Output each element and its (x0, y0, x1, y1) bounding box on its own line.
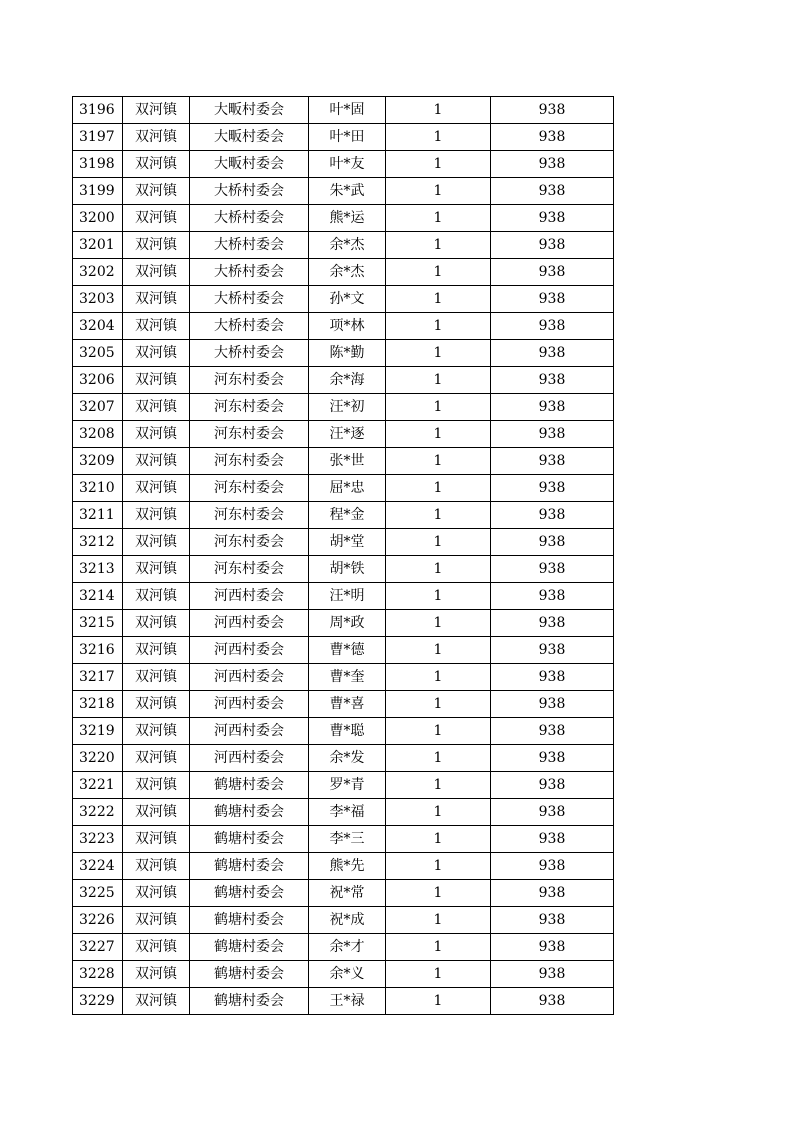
cell-amount: 938 (491, 97, 614, 124)
cell-town: 双河镇 (123, 97, 190, 124)
cell-count: 1 (386, 529, 491, 556)
cell-village: 大桥村委会 (190, 286, 309, 313)
cell-amount: 938 (491, 610, 614, 637)
cell-amount: 938 (491, 718, 614, 745)
cell-amount: 938 (491, 961, 614, 988)
table-row (73, 178, 614, 205)
cell-count: 1 (386, 745, 491, 772)
cell-serial-number: 3202 (73, 259, 123, 286)
cell-amount: 938 (491, 259, 614, 286)
cell-village: 大桥村委会 (190, 232, 309, 259)
table-row (73, 97, 614, 124)
cell-town: 双河镇 (123, 880, 190, 907)
cell-serial-number: 3225 (73, 880, 123, 907)
cell-person-name: 余*发 (309, 745, 386, 772)
table-row (73, 529, 614, 556)
cell-person-name: 祝*成 (309, 907, 386, 934)
table-row (73, 961, 614, 988)
cell-serial-number: 3222 (73, 799, 123, 826)
cell-amount: 938 (491, 448, 614, 475)
cell-serial-number: 3209 (73, 448, 123, 475)
table-row (73, 556, 614, 583)
cell-town: 双河镇 (123, 907, 190, 934)
cell-village: 大畈村委会 (190, 97, 309, 124)
cell-person-name: 熊*运 (309, 205, 386, 232)
table-row (73, 853, 614, 880)
cell-village: 河西村委会 (190, 691, 309, 718)
cell-amount: 938 (491, 880, 614, 907)
table-row (73, 340, 614, 367)
cell-count: 1 (386, 637, 491, 664)
cell-town: 双河镇 (123, 232, 190, 259)
cell-serial-number: 3213 (73, 556, 123, 583)
table-row (73, 664, 614, 691)
cell-count: 1 (386, 664, 491, 691)
cell-person-name: 汪*明 (309, 583, 386, 610)
cell-person-name: 祝*常 (309, 880, 386, 907)
table-row (73, 637, 614, 664)
cell-amount: 938 (491, 583, 614, 610)
cell-count: 1 (386, 610, 491, 637)
cell-town: 双河镇 (123, 934, 190, 961)
cell-village: 河东村委会 (190, 448, 309, 475)
cell-town: 双河镇 (123, 259, 190, 286)
cell-village: 河东村委会 (190, 556, 309, 583)
table-row (73, 151, 614, 178)
table-row (73, 718, 614, 745)
cell-serial-number: 3198 (73, 151, 123, 178)
cell-count: 1 (386, 421, 491, 448)
cell-town: 双河镇 (123, 340, 190, 367)
cell-count: 1 (386, 97, 491, 124)
cell-town: 双河镇 (123, 826, 190, 853)
cell-town: 双河镇 (123, 178, 190, 205)
cell-amount: 938 (491, 124, 614, 151)
cell-village: 鹤塘村委会 (190, 961, 309, 988)
cell-person-name: 曹*奎 (309, 664, 386, 691)
roster-table (72, 96, 614, 1015)
cell-town: 双河镇 (123, 367, 190, 394)
table-row (73, 988, 614, 1015)
cell-person-name: 汪*逐 (309, 421, 386, 448)
cell-serial-number: 3196 (73, 97, 123, 124)
cell-village: 河东村委会 (190, 394, 309, 421)
cell-village: 鹤塘村委会 (190, 826, 309, 853)
cell-amount: 938 (491, 475, 614, 502)
cell-town: 双河镇 (123, 745, 190, 772)
table-row (73, 610, 614, 637)
cell-person-name: 余*杰 (309, 259, 386, 286)
cell-serial-number: 3228 (73, 961, 123, 988)
cell-serial-number: 3197 (73, 124, 123, 151)
cell-town: 双河镇 (123, 205, 190, 232)
cell-person-name: 张*世 (309, 448, 386, 475)
cell-amount: 938 (491, 907, 614, 934)
table-row (73, 826, 614, 853)
cell-town: 双河镇 (123, 961, 190, 988)
cell-serial-number: 3212 (73, 529, 123, 556)
cell-serial-number: 3207 (73, 394, 123, 421)
table-row (73, 448, 614, 475)
cell-amount: 938 (491, 178, 614, 205)
cell-person-name: 叶*友 (309, 151, 386, 178)
cell-town: 双河镇 (123, 718, 190, 745)
cell-village: 河西村委会 (190, 610, 309, 637)
cell-person-name: 屈*忠 (309, 475, 386, 502)
cell-count: 1 (386, 448, 491, 475)
cell-count: 1 (386, 475, 491, 502)
cell-serial-number: 3221 (73, 772, 123, 799)
cell-village: 河西村委会 (190, 664, 309, 691)
cell-person-name: 项*林 (309, 313, 386, 340)
cell-count: 1 (386, 205, 491, 232)
cell-town: 双河镇 (123, 853, 190, 880)
cell-count: 1 (386, 259, 491, 286)
cell-serial-number: 3226 (73, 907, 123, 934)
cell-town: 双河镇 (123, 556, 190, 583)
cell-village: 大畈村委会 (190, 124, 309, 151)
cell-count: 1 (386, 394, 491, 421)
cell-serial-number: 3224 (73, 853, 123, 880)
cell-serial-number: 3205 (73, 340, 123, 367)
cell-town: 双河镇 (123, 529, 190, 556)
cell-serial-number: 3211 (73, 502, 123, 529)
cell-town: 双河镇 (123, 286, 190, 313)
cell-village: 河西村委会 (190, 718, 309, 745)
cell-amount: 938 (491, 556, 614, 583)
cell-serial-number: 3208 (73, 421, 123, 448)
cell-person-name: 胡*铁 (309, 556, 386, 583)
cell-village: 河东村委会 (190, 421, 309, 448)
table-row (73, 421, 614, 448)
cell-amount: 938 (491, 340, 614, 367)
cell-count: 1 (386, 313, 491, 340)
cell-serial-number: 3217 (73, 664, 123, 691)
table-row (73, 583, 614, 610)
cell-serial-number: 3200 (73, 205, 123, 232)
cell-count: 1 (386, 907, 491, 934)
cell-serial-number: 3227 (73, 934, 123, 961)
cell-amount: 938 (491, 691, 614, 718)
cell-amount: 938 (491, 286, 614, 313)
cell-village: 鹤塘村委会 (190, 853, 309, 880)
table-row (73, 286, 614, 313)
table-row (73, 394, 614, 421)
cell-village: 河西村委会 (190, 745, 309, 772)
cell-amount: 938 (491, 745, 614, 772)
cell-amount: 938 (491, 772, 614, 799)
cell-count: 1 (386, 799, 491, 826)
cell-village: 鹤塘村委会 (190, 988, 309, 1015)
cell-amount: 938 (491, 232, 614, 259)
cell-person-name: 汪*初 (309, 394, 386, 421)
cell-count: 1 (386, 286, 491, 313)
cell-town: 双河镇 (123, 637, 190, 664)
cell-serial-number: 3216 (73, 637, 123, 664)
cell-town: 双河镇 (123, 583, 190, 610)
cell-amount: 938 (491, 799, 614, 826)
cell-town: 双河镇 (123, 610, 190, 637)
cell-serial-number: 3215 (73, 610, 123, 637)
cell-amount: 938 (491, 637, 614, 664)
cell-count: 1 (386, 853, 491, 880)
cell-village: 鹤塘村委会 (190, 880, 309, 907)
table-row (73, 313, 614, 340)
cell-count: 1 (386, 691, 491, 718)
cell-amount: 938 (491, 934, 614, 961)
cell-serial-number: 3214 (73, 583, 123, 610)
cell-amount: 938 (491, 664, 614, 691)
cell-count: 1 (386, 151, 491, 178)
cell-person-name: 孙*文 (309, 286, 386, 313)
cell-person-name: 罗*青 (309, 772, 386, 799)
table-row (73, 907, 614, 934)
cell-amount: 938 (491, 205, 614, 232)
cell-person-name: 李*三 (309, 826, 386, 853)
cell-town: 双河镇 (123, 475, 190, 502)
cell-amount: 938 (491, 853, 614, 880)
cell-town: 双河镇 (123, 664, 190, 691)
cell-amount: 938 (491, 367, 614, 394)
cell-count: 1 (386, 178, 491, 205)
cell-village: 鹤塘村委会 (190, 799, 309, 826)
cell-count: 1 (386, 826, 491, 853)
table-row (73, 772, 614, 799)
cell-amount: 938 (491, 502, 614, 529)
cell-person-name: 曹*聪 (309, 718, 386, 745)
table-row (73, 934, 614, 961)
cell-person-name: 余*杰 (309, 232, 386, 259)
cell-village: 河东村委会 (190, 502, 309, 529)
cell-village: 鹤塘村委会 (190, 772, 309, 799)
table-row (73, 475, 614, 502)
cell-serial-number: 3199 (73, 178, 123, 205)
cell-person-name: 李*福 (309, 799, 386, 826)
cell-village: 河东村委会 (190, 529, 309, 556)
cell-village: 大桥村委会 (190, 313, 309, 340)
cell-serial-number: 3223 (73, 826, 123, 853)
cell-town: 双河镇 (123, 988, 190, 1015)
cell-town: 双河镇 (123, 772, 190, 799)
cell-person-name: 程*金 (309, 502, 386, 529)
cell-person-name: 叶*田 (309, 124, 386, 151)
cell-person-name: 余*海 (309, 367, 386, 394)
cell-person-name: 陈*勤 (309, 340, 386, 367)
cell-town: 双河镇 (123, 394, 190, 421)
cell-person-name: 曹*德 (309, 637, 386, 664)
cell-village: 河西村委会 (190, 637, 309, 664)
cell-person-name: 余*义 (309, 961, 386, 988)
cell-serial-number: 3201 (73, 232, 123, 259)
cell-serial-number: 3218 (73, 691, 123, 718)
cell-count: 1 (386, 772, 491, 799)
cell-village: 大桥村委会 (190, 178, 309, 205)
cell-village: 鹤塘村委会 (190, 934, 309, 961)
cell-count: 1 (386, 340, 491, 367)
cell-village: 河东村委会 (190, 475, 309, 502)
table-row (73, 124, 614, 151)
cell-count: 1 (386, 988, 491, 1015)
cell-town: 双河镇 (123, 313, 190, 340)
cell-town: 双河镇 (123, 124, 190, 151)
cell-count: 1 (386, 556, 491, 583)
cell-person-name: 周*政 (309, 610, 386, 637)
cell-village: 大桥村委会 (190, 340, 309, 367)
cell-town: 双河镇 (123, 502, 190, 529)
roster-body (73, 97, 614, 1015)
table-row (73, 205, 614, 232)
cell-village: 大桥村委会 (190, 205, 309, 232)
table-row (73, 880, 614, 907)
cell-serial-number: 3219 (73, 718, 123, 745)
cell-village: 鹤塘村委会 (190, 907, 309, 934)
cell-town: 双河镇 (123, 151, 190, 178)
cell-count: 1 (386, 367, 491, 394)
cell-town: 双河镇 (123, 448, 190, 475)
cell-person-name: 曹*喜 (309, 691, 386, 718)
cell-serial-number: 3229 (73, 988, 123, 1015)
cell-amount: 938 (491, 988, 614, 1015)
cell-town: 双河镇 (123, 421, 190, 448)
table-row (73, 502, 614, 529)
cell-serial-number: 3220 (73, 745, 123, 772)
cell-count: 1 (386, 961, 491, 988)
cell-person-name: 叶*固 (309, 97, 386, 124)
cell-serial-number: 3206 (73, 367, 123, 394)
cell-town: 双河镇 (123, 799, 190, 826)
cell-village: 河东村委会 (190, 367, 309, 394)
cell-serial-number: 3204 (73, 313, 123, 340)
cell-person-name: 熊*先 (309, 853, 386, 880)
cell-count: 1 (386, 934, 491, 961)
cell-amount: 938 (491, 529, 614, 556)
cell-amount: 938 (491, 394, 614, 421)
cell-serial-number: 3210 (73, 475, 123, 502)
table-row (73, 745, 614, 772)
cell-person-name: 朱*武 (309, 178, 386, 205)
cell-person-name: 余*才 (309, 934, 386, 961)
cell-count: 1 (386, 502, 491, 529)
cell-amount: 938 (491, 421, 614, 448)
table-row (73, 259, 614, 286)
cell-village: 大桥村委会 (190, 259, 309, 286)
table-row (73, 691, 614, 718)
cell-village: 大畈村委会 (190, 151, 309, 178)
cell-amount: 938 (491, 151, 614, 178)
cell-amount: 938 (491, 313, 614, 340)
cell-count: 1 (386, 124, 491, 151)
table-row (73, 799, 614, 826)
cell-count: 1 (386, 583, 491, 610)
table-row (73, 232, 614, 259)
table-row (73, 367, 614, 394)
cell-town: 双河镇 (123, 691, 190, 718)
cell-count: 1 (386, 718, 491, 745)
cell-person-name: 王*禄 (309, 988, 386, 1015)
cell-person-name: 胡*堂 (309, 529, 386, 556)
cell-village: 河西村委会 (190, 583, 309, 610)
cell-serial-number: 3203 (73, 286, 123, 313)
cell-count: 1 (386, 232, 491, 259)
cell-count: 1 (386, 880, 491, 907)
cell-amount: 938 (491, 826, 614, 853)
